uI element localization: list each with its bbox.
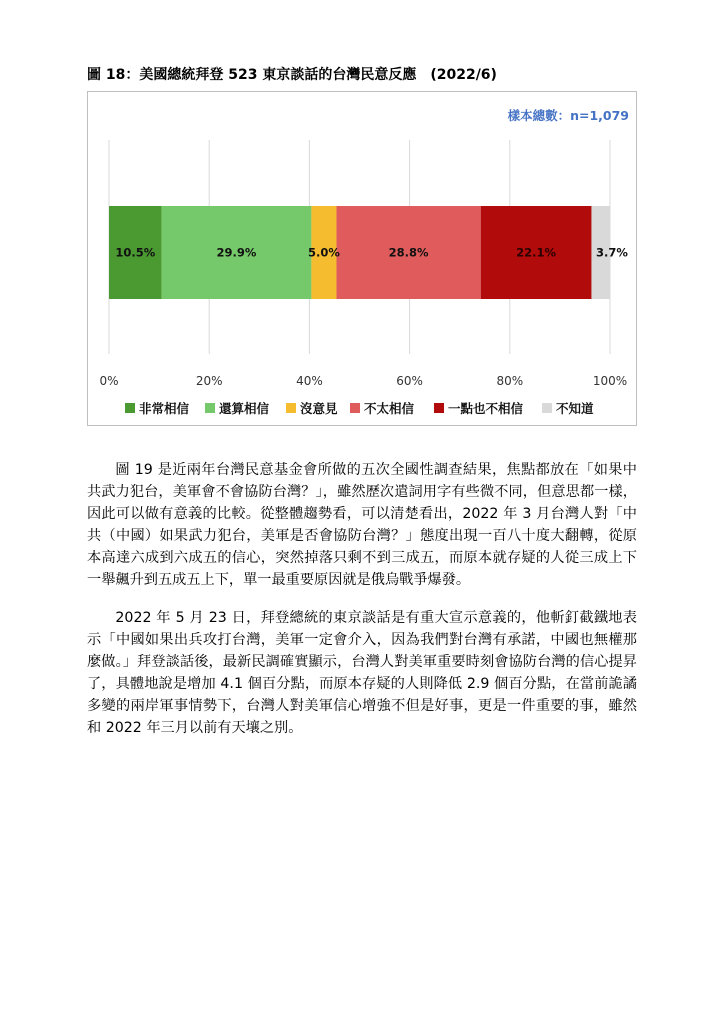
legend-swatch xyxy=(350,403,360,413)
legend-swatch xyxy=(434,403,444,413)
x-tick-label: 40% xyxy=(296,374,323,388)
x-tick-label: 60% xyxy=(396,374,423,388)
legend-swatch xyxy=(542,403,552,413)
data-label: 5.0% xyxy=(307,245,340,260)
data-label: 10.5% xyxy=(115,245,156,260)
legend-label: 還算相信 xyxy=(219,401,270,416)
data-label: 22.1% xyxy=(516,245,557,260)
legend-swatch xyxy=(125,403,135,413)
legend-swatch xyxy=(286,403,296,413)
data-label: 3.7% xyxy=(596,245,628,260)
x-tick-label: 80% xyxy=(496,374,524,388)
paragraph-2: 2022 年 5 月 23 日，拜登總統的東京談話是有重大宣示意義的，他斬釘截鐵地表示「中國如果出兵攻打台灣，美軍一定會介入，因為我們對台灣有承諾，中國也無權那麼做。」拜登談話後，最新民調確實顯示，台灣人對美軍重要時刻會協防台灣的信心提昇了，具體地說是增加 4.1 個百分點，而原本存疑的人則降低 2.9 個百分點，在當前詭譎多變的兩岸軍事情勢下，台灣人對美軍信心增強不但是好事，更是一件重要的事，雖然和 2022 年三月以前有天壤之別。 xyxy=(87,610,637,736)
x-tick-label: 100% xyxy=(592,374,628,388)
x-tick-label: 0% xyxy=(99,374,119,388)
legend-label: 非常相信 xyxy=(139,401,190,416)
paragraph-1: 圖 19 是近兩年台灣民意基金會所做的五次全國性調查結果，焦點都放在「如果中共武力犯台，美軍會不會協防台灣？」，雖然歷次遣詞用字有些微不同，但意思都一樣，因此可以做有意義的比較。從整體趨勢看，可以清楚看出，2022 年 3 月台灣人對「中共（中國）如果武力犯台，美軍是否會協防台灣？」態度出現一百八十度大翻轉，從原本高達六成到六成五的信心，突然掉落只剩不到三成五，而原本就存疑的人從三成上下一舉飆升到五成五上下，單一最重要原因就是俄烏戰爭爆發。 xyxy=(87,462,637,588)
legend-label: 不知道 xyxy=(556,401,594,416)
chart-canvas xyxy=(88,92,638,427)
figure-title: 圖 18：美國總統拜登 523 東京談話的台灣民意反應 (2022/6) xyxy=(87,67,497,83)
legend-swatch xyxy=(205,403,215,413)
sample-size-note: 樣本總數：n=1,079 xyxy=(507,108,629,123)
legend-label: 一點也不相信 xyxy=(448,401,524,416)
data-label: 29.9% xyxy=(216,245,257,260)
legend-label: 不太相信 xyxy=(364,401,415,416)
stacked-bar-chart xyxy=(87,91,637,426)
legend-label: 沒意見 xyxy=(300,401,338,416)
x-tick-label: 20% xyxy=(195,374,223,388)
data-label: 28.8% xyxy=(388,245,429,260)
